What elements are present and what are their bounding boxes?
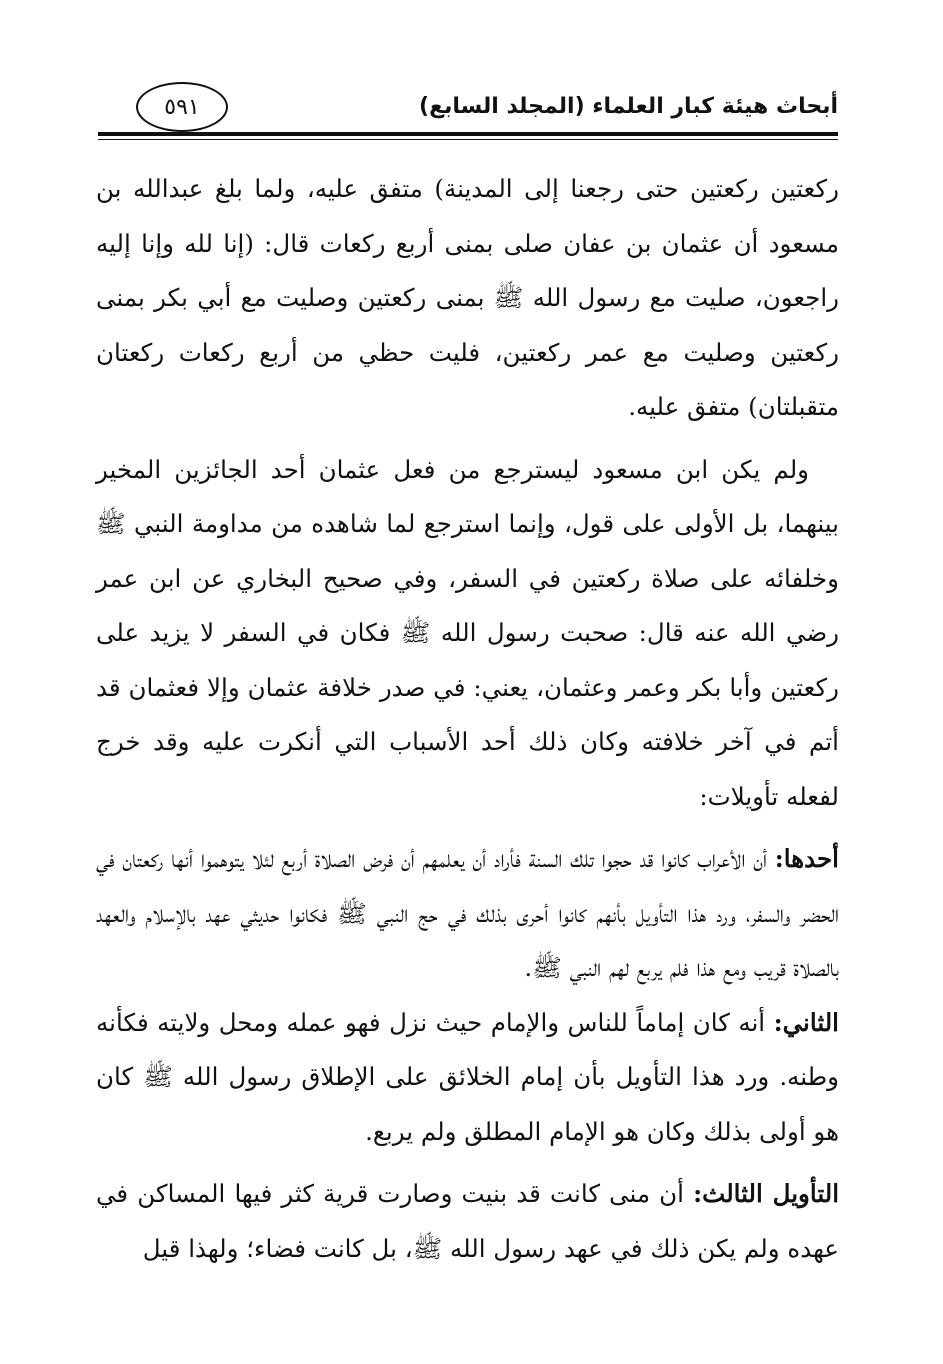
page-body xyxy=(96,162,839,1276)
paragraph-3-text: أن الأعراب كانوا قد حجوا تلك السنة فأراد أن يعلمهم أن فرض الصلاة أربع لئلا يتوهموا أنها ركعتان في الحضر والسفر، ورد هذا التأويل بأنهم كانوا أحرى بذلك في حج النبي ﷺ فكانوا حديثي عهد بالإسلام والعهد بالصلاة قريب ومع هذا فلم يربع لهم النبي ﷺ. xyxy=(96,844,839,982)
paragraph-5 xyxy=(96,1167,839,1276)
paragraph-4 xyxy=(96,996,839,1160)
paragraph-3 xyxy=(96,832,839,996)
page-header xyxy=(98,82,838,136)
paragraph-4-label: الثاني: xyxy=(773,1007,839,1037)
paragraph-5-text: أن منى كانت قد بنيت وصارت قرية كثر فيها المساكن في عهده ولم يكن ذلك في عهد رسول الله ﷺ، بل كانت فضاء؛ ولهذا قيل xyxy=(96,1179,839,1263)
paragraph-4-text: أنه كان إماماً للناس والإمام حيث نزل فهو عمله ومحل ولايته فكأنه وطنه. ورد هذا التأويل بأن إمام الخلائق على الإطلاق رسول الله ﷺ كان هو أولى بذلك وكان هو الإمام المطلق ولم يربع. xyxy=(96,1007,839,1146)
paragraph-3-label: أحدها: xyxy=(774,844,839,873)
paragraph-1: ركعتين ركعتين حتى رجعنا إلى المدينة) متفق عليه، ولما بلغ عبدالله بن مسعود أن عثمان بن عفان صلى بمنى أربع ركعات قال: (إنا لله وإنا إليه راجعون، صليت مع رسول الله ﷺ بمنى ركعتين وصليت مع أبي بكر بمنى ركعتين وصليت مع عمر ركعتين، فليت حظي من أربع ركعات ركعتان متقبلتان) متفق عليه. xyxy=(96,174,839,421)
page-number-oval xyxy=(136,82,228,132)
running-title: أبحاث هيئة كبار العلماء (المجلد السابع) xyxy=(419,94,838,119)
header-rule-thin xyxy=(98,139,838,140)
page-number: ٥٩١ xyxy=(164,94,200,120)
paragraph-5-label: التأويل الثالث: xyxy=(693,1179,839,1208)
header-rule-thick xyxy=(98,132,838,136)
paragraph-2: ولم يكن ابن مسعود ليسترجع من فعل عثمان أحد الجائزين المخير بينهما، بل الأولى على قول، وإنما استرجع لما شاهده من مداومة النبي ﷺ وخلفائه على صلاة ركعتين في السفر، وفي صحيح البخاري عن ابن عمر رضي الله عنه قال: صحبت رسول الله ﷺ فكان في السفر لا يزيد على ركعتين وأبا بكر وعمر وعثمان، يعني: في صدر خلافة عثمان وإلا فعثمان قد أتم في آخر خلافته وكان ذلك أحد الأسباب التي أنكرت عليه وقد خرج لفعله تأويلات: xyxy=(96,454,840,811)
